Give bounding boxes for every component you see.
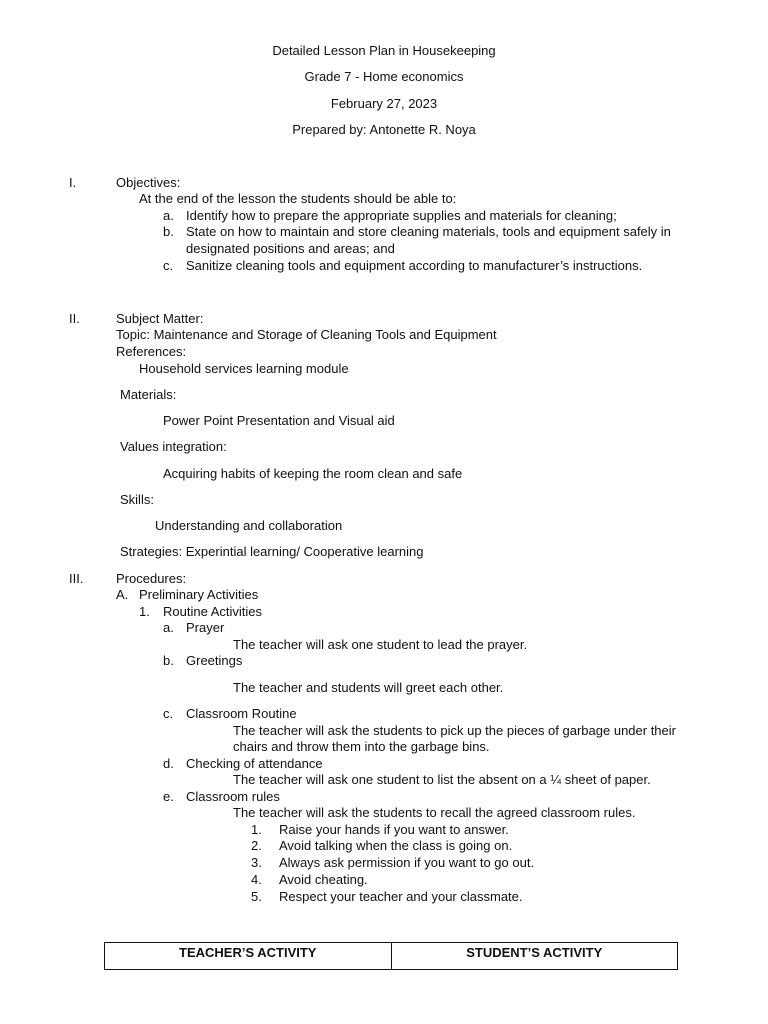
activity-table-header-row (105, 943, 678, 970)
document-title: Detailed Lesson Plan in Housekeeping (272, 43, 496, 58)
values-integration-label: Values integration: (120, 439, 227, 454)
objective-marker: a. (163, 208, 174, 223)
objectives-intro: At the end of the lesson the students should be able to: (139, 191, 457, 206)
activity-label: Classroom Routine (186, 706, 297, 721)
materials-value: Power Point Presentation and Visual aid (163, 413, 395, 428)
activity-label: Classroom rules (186, 789, 280, 804)
strategies-line: Strategies: Experintial learning/ Cooperative learning (120, 544, 424, 559)
part-a-label: Preliminary Activities (139, 587, 259, 602)
activity-description: The teacher will ask one student to lead the prayer. (233, 637, 528, 652)
routine-label: Routine Activities (163, 604, 262, 619)
activity-marker: e. (163, 789, 174, 804)
rule-text: Always ask permission if you want to go out. (279, 855, 535, 870)
activity-description: The teacher will ask one student to list the absent on a ¼ sheet of paper. (233, 772, 651, 787)
activity-description-continued: chairs and throw them into the garbage bins. (233, 739, 490, 754)
rule-marker: 5. (251, 889, 262, 904)
values-integration-value: Acquiring habits of keeping the room clean and safe (163, 466, 463, 481)
rule-marker: 1. (251, 822, 262, 837)
rule-text: Raise your hands if you want to answer. (279, 822, 509, 837)
objective-text: Identify how to prepare the appropriate supplies and materials for cleaning; (186, 208, 617, 223)
prepared-by-line: Prepared by: Antonette R. Noya (292, 122, 476, 137)
activity-label: Checking of attendance (186, 756, 323, 771)
rule-text: Avoid cheating. (279, 872, 368, 887)
activity-label: Greetings (186, 653, 243, 668)
date-line: February 27, 2023 (330, 96, 438, 111)
section-numeral-subject-matter: II. (69, 311, 80, 326)
routine-marker: 1. (139, 604, 150, 619)
references-value: Household services learning module (139, 361, 349, 376)
activity-marker: c. (163, 706, 174, 721)
activity-marker: b. (163, 653, 174, 668)
objective-text-continued: designated positions and areas; and (186, 241, 395, 256)
activity-description: The teacher will ask the students to pick up the pieces of garbage under their (233, 723, 676, 738)
activity-description: The teacher and students will greet each other. (233, 680, 504, 695)
rule-text: Avoid talking when the class is going on. (279, 838, 513, 853)
rule-text: Respect your teacher and your classmate. (279, 889, 523, 904)
objective-text: Sanitize cleaning tools and equipment according to manufacturer’s instructions. (186, 258, 643, 273)
section-numeral-objectives: I. (69, 175, 77, 190)
objective-marker: c. (163, 258, 174, 273)
procedures-heading: Procedures: (116, 571, 187, 586)
skills-label: Skills: (120, 492, 154, 507)
skills-value: Understanding and collaboration (155, 518, 343, 533)
activity-marker: d. (163, 756, 174, 771)
grade-line: Grade 7 - Home economics (304, 69, 464, 84)
part-a-marker: A. (116, 587, 129, 602)
rule-marker: 3. (251, 855, 262, 870)
objective-marker: b. (163, 224, 174, 239)
topic-line: Topic: Maintenance and Storage of Cleaning Tools and Equipment (116, 327, 497, 342)
activity-label: Prayer (186, 620, 225, 635)
references-label: References: (116, 344, 187, 359)
activity-marker: a. (163, 620, 174, 635)
objective-text: State on how to maintain and store cleaning materials, tools and equipment safely in (186, 224, 671, 239)
materials-label: Materials: (120, 387, 177, 402)
rule-marker: 4. (251, 872, 262, 887)
objectives-heading: Objectives: (116, 175, 181, 190)
rule-marker: 2. (251, 838, 262, 853)
subject-matter-heading: Subject Matter: (116, 311, 204, 326)
section-numeral-procedures: III. (69, 571, 84, 586)
activity-table (104, 942, 678, 970)
activity-description: The teacher will ask the students to recall the agreed classroom rules. (233, 805, 636, 820)
teacher-activity-header: TEACHER’S ACTIVITY (105, 943, 392, 970)
student-activity-header: STUDENT’S ACTIVITY (391, 943, 678, 970)
